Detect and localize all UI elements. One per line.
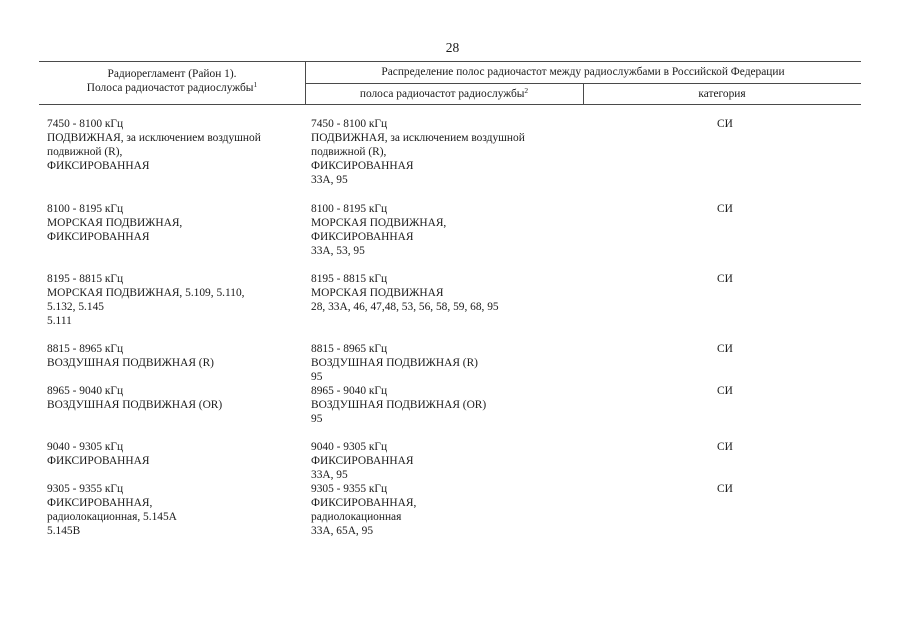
header-category-subcolumn: категория [698, 88, 746, 100]
header-band-subcolumn: полоса радиочастот радиослужбы$^2$ [359, 86, 529, 100]
row-5-rf-band-cell: 8965 - 9040 кГц ВОЗДУШНАЯ ПОДВИЖНАЯ (OR) 95 [311, 385, 487, 425]
row-7-category-cell: СИ [717, 483, 733, 495]
row-1-itu-cell: 7450 - 8100 кГц ПОДВИЖНАЯ, за исключением воздушной подвижной (R), ФИКСИРОВАННАЯ [47, 118, 261, 172]
row-2-rf-band-cell: 8100 - 8195 кГц МОРСКАЯ ПОДВИЖНАЯ, ФИКСИРОВАННАЯ 33A, 53, 95 [311, 203, 447, 257]
footnote-1-marker: 1 [253, 80, 258, 89]
table-top-rule [39, 61, 861, 62]
row-7-itu-cell: 9305 - 9355 кГц ФИКСИРОВАННАЯ, радиолокационная, 5.145A 5.145B [47, 483, 177, 537]
row-4-category-cell: СИ [717, 343, 733, 355]
row-6-itu-cell: 9040 - 9305 кГц ФИКСИРОВАННАЯ [47, 441, 150, 467]
row-6-category-cell: СИ [717, 441, 733, 453]
row-4-itu-cell: 8815 - 8965 кГц ВОЗДУШНАЯ ПОДВИЖНАЯ (R) [47, 343, 214, 369]
row-1-rf-band-cell: 7450 - 8100 кГц ПОДВИЖНАЯ, за исключением воздушной подвижной (R), ФИКСИРОВАННАЯ 33A, 95 [311, 118, 525, 186]
row-2-itu-cell: 8100 - 8195 кГц МОРСКАЯ ПОДВИЖНАЯ, ФИКСИРОВАННАЯ [47, 203, 183, 243]
page-number: 28 [445, 40, 460, 55]
row-5-category-cell: СИ [717, 385, 733, 397]
row-5-itu-cell: 8965 - 9040 кГц ВОЗДУШНАЯ ПОДВИЖНАЯ (OR) [47, 385, 223, 411]
row-3-rf-band-cell: 8195 - 8815 кГц МОРСКАЯ ПОДВИЖНАЯ 28, 33A, 46, 47,48, 53, 56, 58, 59, 68, 95 [311, 273, 499, 313]
header-left-line1: Радиорегламент (Район 1). [107, 68, 237, 80]
row-4-rf-band-cell: 8815 - 8965 кГц ВОЗДУШНАЯ ПОДВИЖНАЯ (R) 95 [311, 343, 478, 383]
header-bottom-rule [39, 104, 861, 105]
row-7-rf-band-cell: 9305 - 9355 кГц ФИКСИРОВАННАЯ, радиолокационная 33A, 65A, 95 [311, 483, 417, 537]
header-left-line2: Полоса радиочастот радиослужбы$^1$ [86, 80, 258, 94]
row-2-category-cell: СИ [717, 203, 733, 215]
footnote-2-marker: 2 [524, 86, 529, 95]
row-3-itu-cell: 8195 - 8815 кГц МОРСКАЯ ПОДВИЖНАЯ, 5.109, 5.110, 5.132, 5.145 5.111 [47, 273, 245, 327]
header-right-title: Распределение полос радиочастот между радиослужбами в Российской Федерации [381, 66, 785, 78]
row-3-category-cell: СИ [717, 273, 733, 285]
row-6-rf-band-cell: 9040 - 9305 кГц ФИКСИРОВАННАЯ 33A, 95 [311, 441, 414, 481]
row-1-category-cell: СИ [717, 118, 733, 130]
